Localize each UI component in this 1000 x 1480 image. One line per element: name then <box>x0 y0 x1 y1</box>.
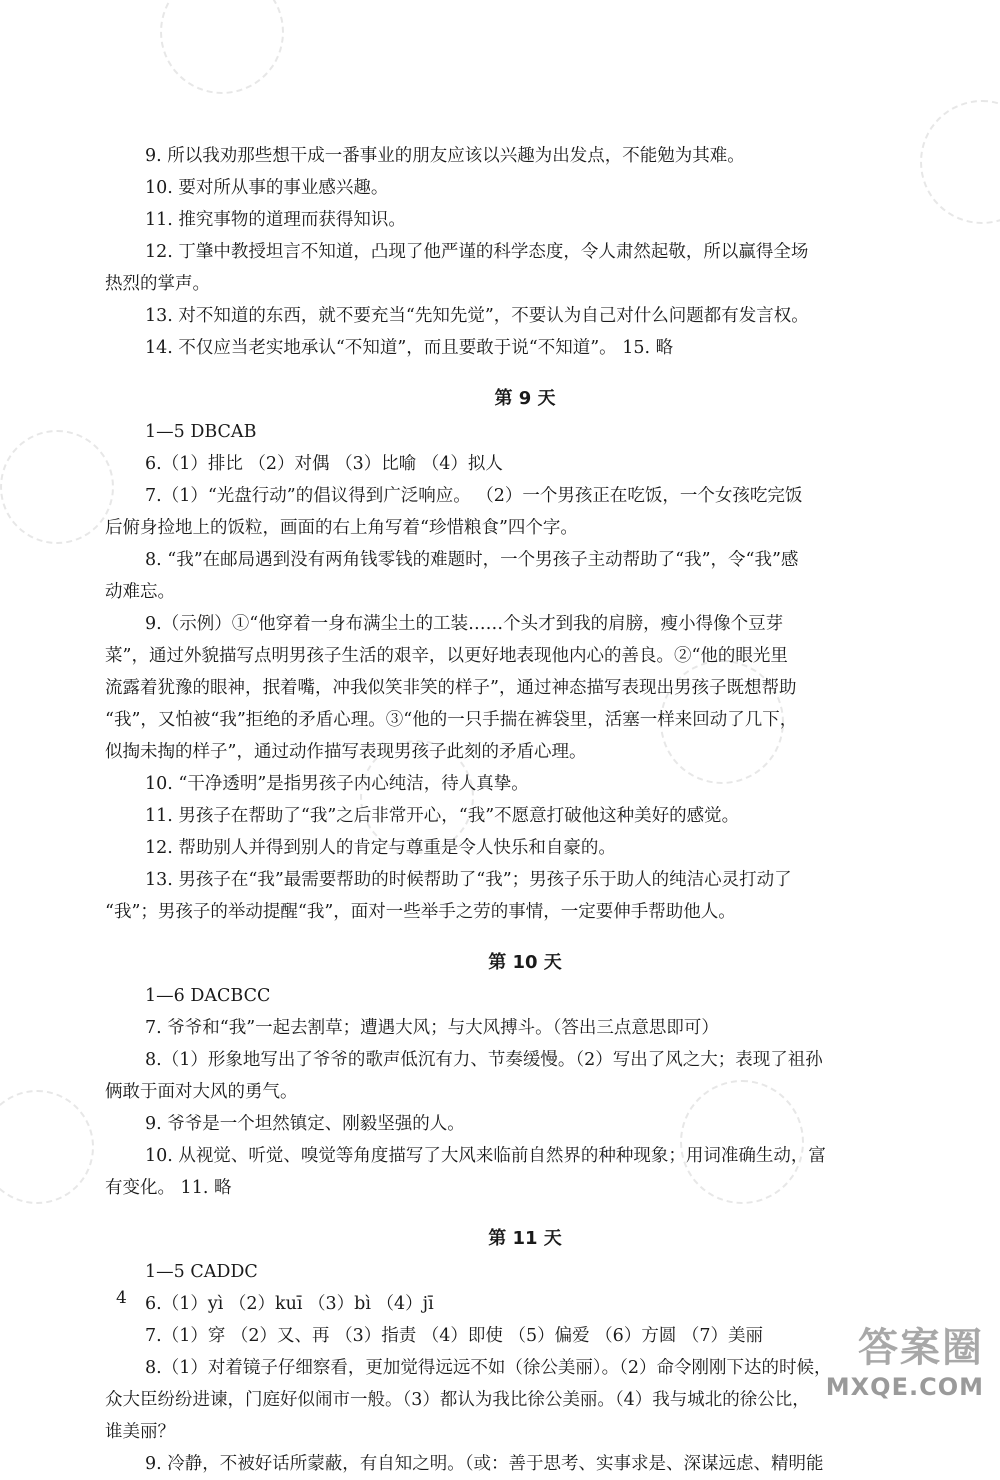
answer-line: “我”，又怕被“我”拒绝的矛盾心理。③“他的一只手揣在裤袋里，活塞一样来回动了几下， <box>105 710 798 730</box>
answer-line: 13. 男孩子在“我”最需要帮助的时候帮助了“我”；男孩子乐于助人的纯洁心灵打动了 <box>145 870 792 890</box>
section-title-day11: 第 11 天 <box>488 1228 562 1249</box>
page-number: 4 <box>116 1288 127 1308</box>
answer-line: 8.（1）形象地写出了爷爷的歌声低沉有力、节奏缓慢。（2）写出了风之大；表现了祖孙 <box>145 1050 823 1070</box>
answer-line: 8.（1）对着镜子仔细察看，更加觉得远远不如（徐公美丽）。（2）命令刚刚下达的时候， <box>145 1358 832 1378</box>
answer-line: 6.（1）排比 （2）对偶 （3）比喻 （4）拟人 <box>145 454 503 474</box>
answer-line: 10. 从视觉、听觉、嗅觉等角度描写了大风来临前自然界的种种现象；用词准确生动，富 <box>145 1146 826 1166</box>
watermark-stamp-icon <box>0 1090 94 1204</box>
watermark-stamp-icon <box>0 430 114 544</box>
answer-line: 1—5 DBCAB <box>145 422 257 442</box>
answer-line: 14. 不仅应当老实地承认“不知道”，而且要敢于说“不知道”。 15. 略 <box>145 338 674 358</box>
answer-line: 7.（1）“光盘行动”的倡议得到广泛响应。 （2）一个男孩正在吃饭，一个女孩吃完饭 <box>145 486 803 506</box>
answer-content <box>105 140 905 1480</box>
answer-line: 1—6 DACBCC <box>145 986 271 1006</box>
answer-line: 俩敢于面对大风的勇气。 <box>105 1082 298 1102</box>
answer-line: 7.（1）穿 （2）又、再 （3）指责 （4）即使 （5）偏爱 （6）方圆 （7）美丽 <box>145 1326 764 1346</box>
answer-line: 9. 爷爷是一个坦然镇定、刚毅坚强的人。 <box>145 1114 465 1134</box>
brand-name: 答案圈 <box>858 1325 984 1371</box>
section-title-day10: 第 10 天 <box>488 952 562 973</box>
answer-line: 13. 对不知道的东西，就不要充当“先知先觉”，不要认为自己对什么问题都有发言权。 <box>145 306 809 326</box>
answer-line: 10. “干净透明”是指男孩子内心纯洁，待人真挚。 <box>145 774 529 794</box>
answer-line: 菜”，通过外貌描写点明男孩子生活的艰辛，以更好地表现他内心的善良。②“他的眼光里 <box>105 646 788 666</box>
watermark-stamp-icon <box>160 0 284 94</box>
answer-line: 热烈的掌声。 <box>105 274 210 294</box>
answer-line: 有变化。 11. 略 <box>105 1178 232 1198</box>
answer-line: “我”；男孩子的举动提醒“我”，面对一些举手之劳的事情，一定要伸手帮助他人。 <box>105 902 736 922</box>
answer-line: 12. 帮助别人并得到别人的肯定与尊重是令人快乐和自豪的。 <box>145 838 616 858</box>
answer-line: 似掏未掏的样子”，通过动作描写表现男孩子此刻的矛盾心理。 <box>105 742 587 762</box>
answer-line: 后俯身捡地上的饭粒，画面的右上角写着“珍惜粮食”四个字。 <box>105 518 578 538</box>
answer-line: 流露着犹豫的眼神，抿着嘴，冲我似笑非笑的样子”，通过神态描写表现出男孩子既想帮助 <box>105 678 797 698</box>
answer-line: 众大臣纷纷进谏，门庭好似闹市一般。（3）都认为我比徐公美丽。（4）我与城北的徐公比， <box>105 1390 810 1410</box>
answer-line: 9. 冷静，不被好话所蒙蔽，有自知之明。（或：善于思考、实事求是、深谋远虑、精明能 <box>145 1454 824 1474</box>
answer-line: 7. 爷爷和“我”一起去割草；遭遇大风；与大风搏斗。（答出三点意思即可） <box>145 1018 719 1038</box>
answer-line: 9. 所以我劝那些想干成一番事业的朋友应该以兴趣为出发点，不能勉为其难。 <box>145 146 745 166</box>
answer-line: 9.（示例）①“他穿着一身布满尘土的工装……个头才到我的肩膀，瘦小得像个豆芽 <box>145 614 784 634</box>
answer-line: 11. 男孩子在帮助了“我”之后非常开心，“我”不愿意打破他这种美好的感觉。 <box>145 806 740 826</box>
answer-line: 12. 丁肇中教授坦言不知道，凸现了他严谨的科学态度，令人肃然起敬，所以赢得全场 <box>145 242 809 262</box>
answer-line: 谁美丽？ <box>105 1422 175 1442</box>
answer-line: 6.（1）yì （2）kuī （3）bì （4）jī <box>145 1294 434 1314</box>
section-title-day9: 第 9 天 <box>494 388 556 409</box>
answer-line: 8. “我”在邮局遇到没有两角钱零钱的难题时，一个男孩子主动帮助了“我”，令“我”感 <box>145 550 799 570</box>
answer-line: 1—5 CADDC <box>145 1262 258 1282</box>
watermark-stamp-icon <box>920 100 1000 224</box>
answer-line: 10. 要对所从事的事业感兴趣。 <box>145 178 389 198</box>
brand-url: MXQE.COM <box>825 1373 984 1401</box>
brand-watermark <box>826 1316 984 1401</box>
answer-line: 动难忘。 <box>105 582 175 602</box>
answer-line: 11. 推究事物的道理而获得知识。 <box>145 210 406 230</box>
